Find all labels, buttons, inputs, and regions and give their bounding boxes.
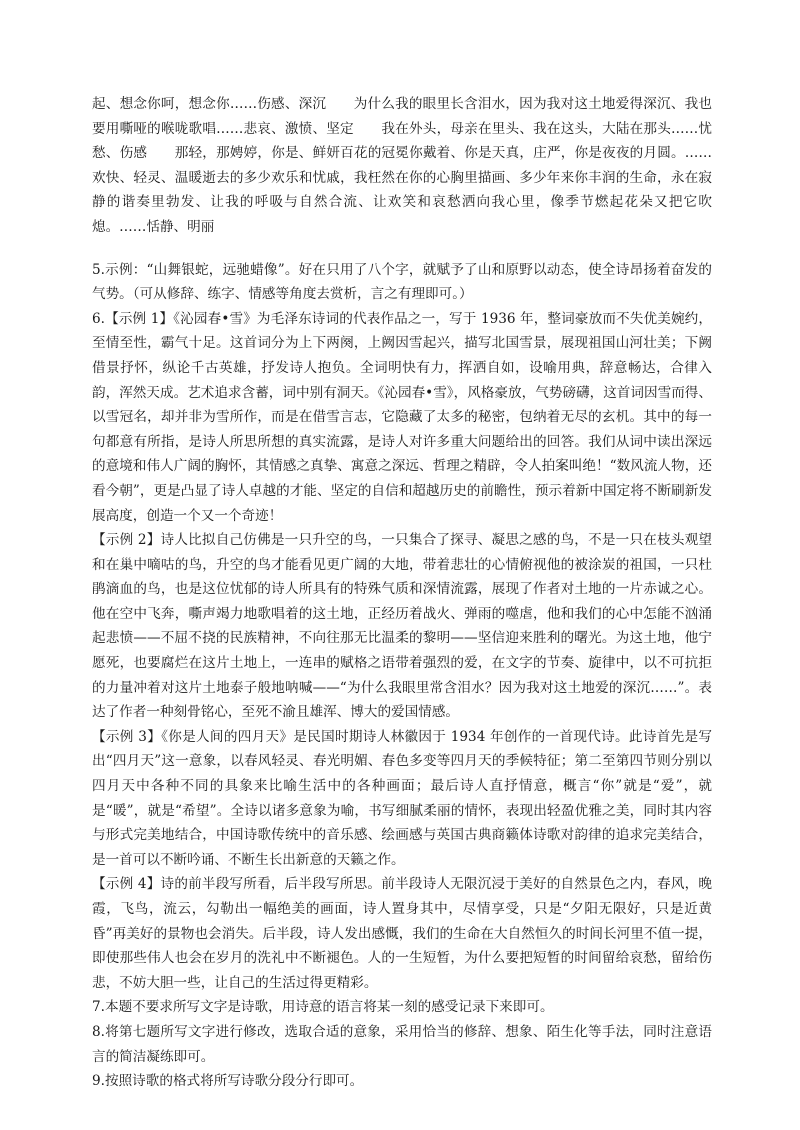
paragraph-gap — [92, 240, 712, 258]
answer-paragraph-continuation: 起、想念你呵，想念你……伤感、深沉 为什么我的眼里长含泪水，因为我对这土地爱得深沉、我也要用嘶哑的喉咙歌唱……悲哀、激愤、坚定 我在外头，母亲在里头、我在这头，大陆在那头……忧愁、伤感 那轻，那娉婷，你是、鲜妍百花的冠冕你戴着、你是天真，庄严，你是夜夜的月圆。……欢快、轻灵、温暖逝去的多少欢乐和忧戚，我枉然在你的心胸里描画、多少年来你丰润的生命，永在寂静的谐奏里勃发、让我的呼吸与自然合流、让欢笑和哀愁洒向我心里，像季节燃起花朵又把它吹熄。……恬静、明丽 — [92, 96, 712, 235]
answer-9: 9.按照诗歌的格式将所写诗歌分段分行即可。 — [92, 1073, 364, 1090]
answer-5: 5.示例：“山舞银蛇，远驰蜡像”。好在只用了八个字，就赋予了山和原野以动态，使全诗昂扬着奋发的气势。（可从修辞、练字、情感等角度去赏析，言之有理即可。） — [92, 261, 712, 303]
answer-8: 8.将第七题所写文字进行修改，选取合适的意象，采用恰当的修辞、想象、陌生化等手法，同时注意语言的简洁凝练即可。 — [92, 1023, 712, 1065]
answer-6-example-1: 6.【示例 1】《沁园春•雪》为毛泽东诗词的代表作品之一，写于 1936 年，整词豪放而不失优美婉约，至情至性，霸气十足。这首词分为上下两阕，上阙因雪起兴，描写北国雪景，展现祖国山河壮美；下阙借景抒怀，纵论千古英雄，抒发诗人抱负。全词明快有力，挥洒自如，设喻用典，辞意畅达，合律入韵，浑然天成。艺术追求含蓄，词中别有洞天。《沁园春•雪》，风格豪放，气势磅礴，这首词因雪而得、以雪冠名，却并非为雪所作，而是在借雪言志，它隐藏了太多的秘密，包纳着无尽的玄机。其中的每一句都意有所指，是诗人所思所想的真实流露，是诗人对许多重大问题给出的回答。我们从词中读出深远的意境和伟人广阔的胸怀，其情感之真挚、寓意之深远、哲理之精辟，令人拍案叫绝！“数风流人物，还看今朝”，更是凸显了诗人卓越的才能、坚定的自信和超越历史的前瞻性，预示着新中国定将不断刷新发展高度，创造一个又一个奇迹！ — [92, 310, 712, 524]
answer-6-example-2: 【示例 2】诗人比拟自己仿佛是一只升空的鸟，一只集合了探寻、凝思之感的鸟，不是一只在枝头观望和在巢中嘀咕的鸟，升空的鸟才能看见更广阔的大地，带着悲壮的心情俯视他的被涂炭的祖国，一只杜鹃滴血的鸟，也是这位忧郁的诗人所具有的特殊气质和深情流露，展现了作者对土地的一片赤诚之心。他在空中飞奔，嘶声竭力地歌唱着的这土地，正经历着战火、弹雨的噬虐，他和我们的心中怎能不汹涌起悲愤——不屈不挠的民族精神，不向往那无比温柔的黎明——坚信迎来胜利的曙光。为这土地，他宁愿死，也要腐烂在这片土地上，一连串的赋格之语带着强烈的爱，在文字的节奏、旋律中，以不可抗拒的力量冲着对这片土地泰子般地呐喊——“为什么我眼里常含泪水？因为我对这土地爱的深沉……”。表达了作者一种刻骨铭心，至死不渝且雄浑、博大的爱国情感。 — [92, 532, 712, 721]
answer-6-example-4: 【示例 4】诗的前半段写所看，后半段写所思。前半段诗人无限沉浸于美好的自然景色之内，春风，晚霞，飞鸟，流云，勾勒出一幅绝美的画面，诗人置身其中，尽情享受，只是“夕阳无限好，只是近黄昏”再美好的景物也会消失。后半段，诗人发出感慨，我们的生命在大自然恒久的时间长河里不值一提，即使那些伟人也会在岁月的洗礼中不断褪色。人的一生短暂，为什么要把短暂的时间留给哀愁，留给伤悲，不妨大胆一些，让自己的生活过得更精彩。 — [92, 876, 712, 991]
answer-7: 7.本题不要求所写文字是诗歌，用诗意的语言将某一刻的感受记录下来即可。 — [92, 999, 554, 1016]
document-page — [92, 92, 712, 1094]
answer-6-example-3: 【示例 3】《你是人间的四月天》是民国时期诗人林徽因于 1934 年创作的一首现代诗。此诗首先是写出“四月天”这一意象，以春风轻灵、春光明媚、春色多变等四月天的季候特征；第二至第四节则分别以四月天中各种不同的具象来比喻生活中的各种画面；最后诗人直抒情意，概言“你”就是“爱”，就是“暖”，就是“希望”。全诗以诸多意象为喻，书写细腻柔丽的情怀，表现出轻盈优雅之美，同时其内容与形式完美地结合，中国诗歌传统中的音乐感、绘画感与英国古典商籁体诗歌对韵律的追求完美结合，是一首可以不断吟诵、不断生长出新意的天籁之作。 — [92, 728, 712, 868]
